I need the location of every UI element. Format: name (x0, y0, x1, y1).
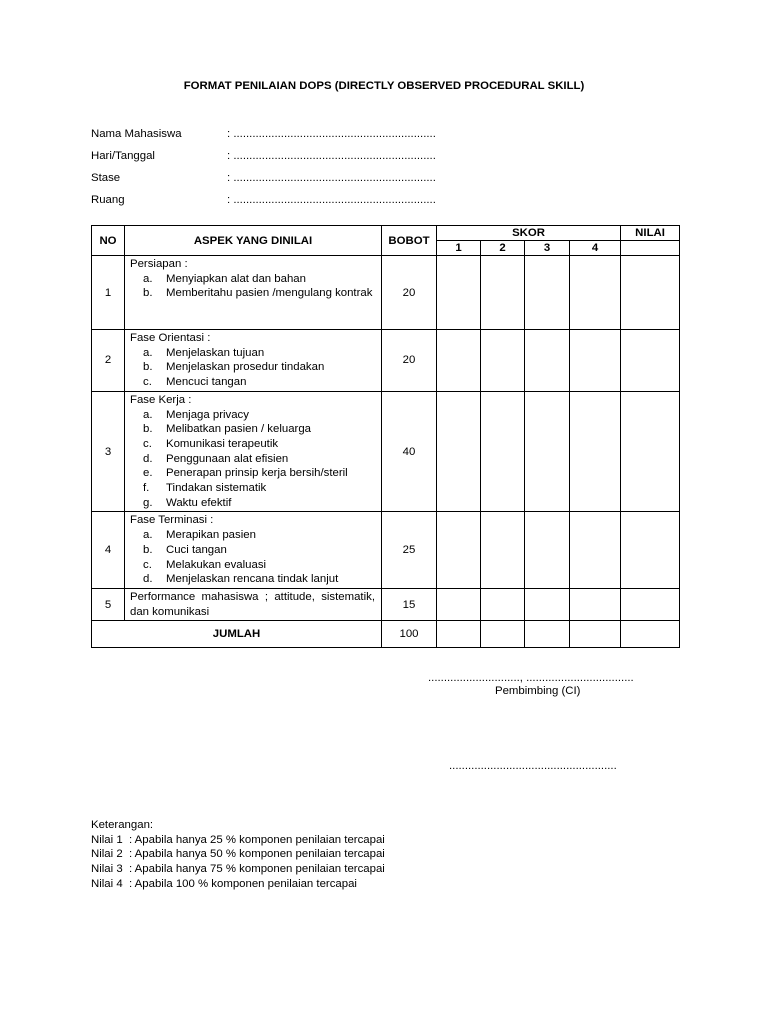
score-cell-1[interactable] (437, 512, 481, 589)
field-hari-tanggal (91, 145, 436, 167)
row-aspect (125, 330, 382, 392)
item-text: Menjaga privacy (166, 408, 249, 421)
row-bobot: 20 (382, 256, 437, 330)
item-marker: b. (143, 361, 153, 374)
notes-section (91, 818, 385, 892)
signature-name-line[interactable]: ..................................................... (449, 760, 617, 772)
item-marker: d. (143, 573, 153, 586)
aspect-items (130, 408, 375, 511)
field-value[interactable]: : ................................................................ (227, 128, 436, 140)
list-item (130, 572, 375, 587)
list-item (130, 408, 375, 423)
total-label: JUMLAH (92, 621, 382, 648)
score-cell-3[interactable] (525, 588, 570, 620)
aspect-group-title: Persiapan : (130, 258, 188, 270)
row-bobot: 40 (382, 391, 437, 512)
row-aspect (125, 512, 382, 589)
row-no: 1 (92, 256, 125, 330)
aspect-items (130, 346, 375, 390)
aspect-text: Performance mahasiswa ; attitude, sistematik, dan komunikasi (130, 590, 375, 618)
item-text: Menjelaskan prosedur tindakan (166, 361, 325, 374)
item-text: Menjelaskan rencana tindak lanjut (166, 573, 339, 586)
score-cell-3[interactable] (525, 330, 570, 392)
list-item (130, 437, 375, 452)
list-item (130, 452, 375, 467)
row-bobot: 25 (382, 512, 437, 589)
list-item (130, 496, 375, 511)
aspect-group-title: Fase Orientasi : (130, 332, 211, 344)
item-marker: e. (143, 467, 153, 480)
header-row (92, 226, 680, 241)
row-aspect (125, 588, 382, 620)
row-aspect (125, 391, 382, 512)
aspect-group-title: Fase Terminasi : (130, 514, 214, 527)
list-item (130, 422, 375, 437)
row-no: 5 (92, 588, 125, 620)
item-text: Melakukan evaluasi (166, 558, 267, 571)
nilai-cell[interactable] (621, 512, 680, 589)
item-text: Waktu efektif (166, 496, 232, 509)
item-text: Penerapan prinsip kerja bersih/steril (166, 467, 348, 480)
list-item (130, 543, 375, 558)
item-marker: a. (143, 529, 153, 542)
item-marker: b. (143, 543, 153, 556)
row-bobot: 20 (382, 330, 437, 392)
list-item (130, 286, 375, 301)
header-bobot: BOBOT (382, 226, 437, 256)
score-cell-4[interactable] (570, 330, 621, 392)
list-item (130, 360, 375, 375)
table-row (92, 512, 680, 589)
field-value[interactable]: : ................................................................ (227, 150, 436, 162)
header-no: NO (92, 226, 125, 256)
item-text: Mencuci tangan (166, 376, 247, 389)
item-marker: a. (143, 272, 153, 285)
item-text: Penggunaan alat efisien (166, 452, 289, 465)
item-marker: a. (143, 408, 153, 421)
field-label: Stase (91, 172, 121, 184)
item-marker: b. (143, 287, 153, 300)
notes-heading: Keterangan: (91, 819, 154, 831)
note-line: Nilai 4 : Apabila 100 % komponen penilaian tercapai (91, 877, 357, 890)
item-marker: f. (143, 482, 150, 495)
score-cell-2[interactable] (481, 621, 525, 648)
row-no: 4 (92, 512, 125, 589)
nilai-cell[interactable] (621, 621, 680, 648)
field-ruang (91, 189, 436, 211)
nilai-cell[interactable] (621, 330, 680, 392)
row-bobot: 15 (382, 588, 437, 620)
header-nilai-blank (621, 241, 680, 256)
row-no: 3 (92, 391, 125, 512)
item-marker: c. (143, 437, 152, 450)
field-label: Ruang (91, 194, 125, 206)
nilai-cell[interactable] (621, 391, 680, 512)
item-text: Melibatkan pasien / keluarga (166, 423, 312, 436)
header-score-3: 3 (525, 241, 570, 256)
item-marker: c. (143, 376, 152, 389)
assessment-table (91, 225, 680, 648)
item-marker: a. (143, 346, 153, 359)
header-score-2: 2 (481, 241, 525, 256)
row-no: 2 (92, 330, 125, 392)
nilai-cell[interactable] (621, 588, 680, 620)
note-line: Nilai 1 : Apabila hanya 25 % komponen penilaian tercapai (91, 833, 385, 846)
table-row (92, 588, 680, 620)
list-item (130, 528, 375, 543)
score-cell-1[interactable] (437, 391, 481, 512)
score-cell-1[interactable] (437, 588, 481, 620)
aspect-items (130, 272, 375, 301)
nilai-cell[interactable] (621, 256, 680, 330)
field-nama-mahasiswa (91, 123, 436, 145)
item-text: Tindakan sistematik (166, 482, 267, 495)
document-title: FORMAT PENILAIAN DOPS (DIRECTLY OBSERVED PROCEDURAL SKILL) (183, 80, 585, 92)
list-item (130, 272, 375, 287)
item-text: Merapikan pasien (166, 529, 256, 542)
total-bobot: 100 (382, 621, 437, 648)
item-text: Cuci tangan (166, 543, 227, 556)
table-row (92, 330, 680, 392)
score-cell-3[interactable] (525, 391, 570, 512)
list-item (130, 481, 375, 496)
table-row (92, 391, 680, 512)
field-label: Nama Mahasiswa (91, 128, 182, 140)
score-cell-2[interactable] (481, 256, 525, 330)
item-text: Komunikasi terapeutik (166, 437, 279, 450)
score-cell-4[interactable] (570, 256, 621, 330)
table-row (92, 256, 680, 330)
note-line: Nilai 2 : Apabila hanya 50 % komponen penilaian tercapai (91, 848, 385, 861)
header-aspect: ASPEK YANG DINILAI (125, 226, 382, 256)
score-cell-4[interactable] (570, 588, 621, 620)
score-cell-3[interactable] (525, 621, 570, 648)
item-marker: c. (143, 558, 152, 571)
total-row (92, 621, 680, 648)
item-marker: b. (143, 423, 153, 436)
note-line: Nilai 3 : Apabila hanya 75 % komponen penilaian tercapai (91, 863, 385, 876)
score-cell-2[interactable] (481, 391, 525, 512)
signature-place-date[interactable]: ............................., .................................. (428, 672, 634, 684)
header-score-1: 1 (437, 241, 481, 256)
signature-role: Pembimbing (CI) (495, 685, 581, 697)
row-aspect (125, 256, 382, 330)
score-cell-2[interactable] (481, 330, 525, 392)
item-text: Menyiapkan alat dan bahan (166, 272, 306, 285)
header-nilai: NILAI (621, 226, 680, 241)
score-cell-4[interactable] (570, 391, 621, 512)
score-cell-1[interactable] (437, 256, 481, 330)
score-cell-3[interactable] (525, 256, 570, 330)
list-item (130, 466, 375, 481)
item-marker: g. (143, 496, 153, 509)
list-item (130, 346, 375, 361)
header-score-4: 4 (570, 241, 621, 256)
aspect-items (130, 528, 375, 587)
score-cell-4[interactable] (570, 512, 621, 589)
item-marker: d. (143, 452, 153, 465)
score-cell-1[interactable] (437, 330, 481, 392)
field-value[interactable]: : ................................................................ (227, 194, 436, 206)
item-text: Memberitahu pasien /mengulang kontrak (166, 287, 373, 300)
score-cell-3[interactable] (525, 512, 570, 589)
field-stase (91, 167, 436, 189)
item-text: Menjelaskan tujuan (166, 346, 265, 359)
score-cell-4[interactable] (570, 621, 621, 648)
identity-fields (91, 123, 436, 211)
list-item (130, 558, 375, 573)
header-skor: SKOR (437, 226, 621, 241)
aspect-group-title: Fase Kerja : (130, 393, 192, 406)
field-value[interactable]: : ................................................................ (227, 172, 436, 184)
score-cell-1[interactable] (437, 621, 481, 648)
score-cell-2[interactable] (481, 588, 525, 620)
list-item (130, 375, 375, 390)
field-label: Hari/Tanggal (91, 150, 155, 162)
score-cell-2[interactable] (481, 512, 525, 589)
